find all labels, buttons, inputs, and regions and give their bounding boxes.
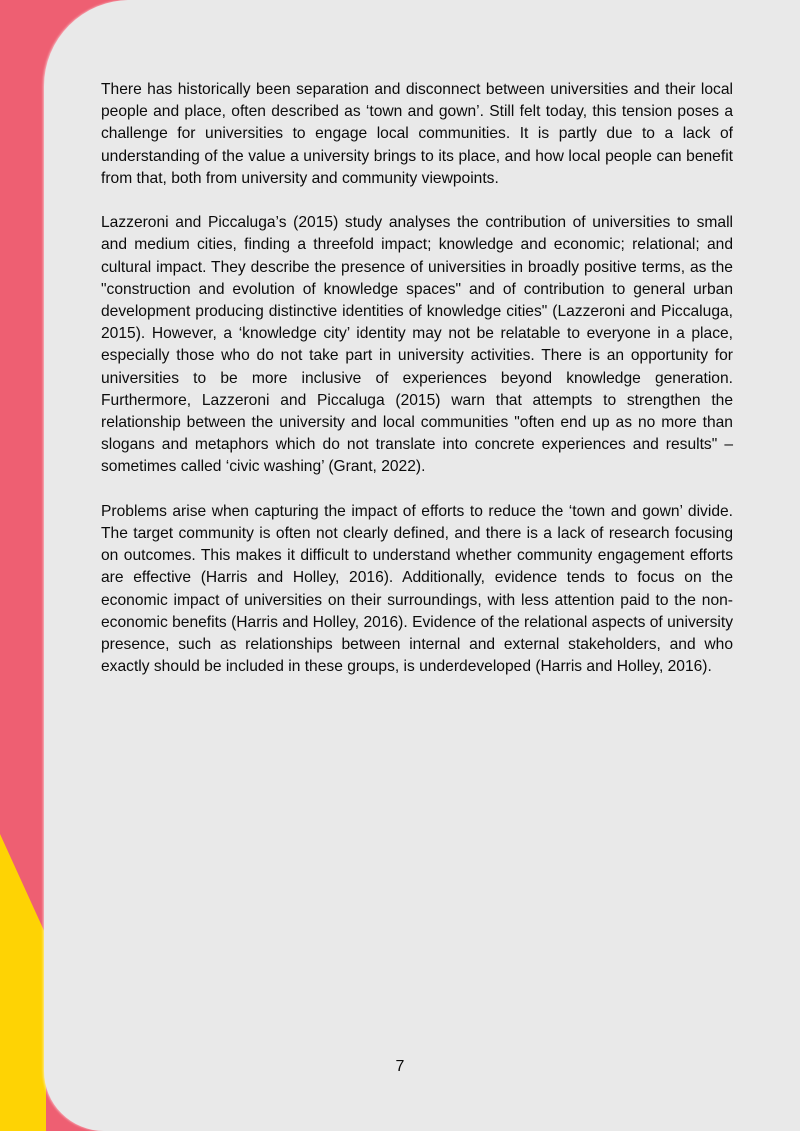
paragraph-town-and-gown: There has historically been separation and disconnect between universities and their local people and place, often described as ‘town and gown’. Still felt today, this tension poses a challenge for universities to engage local communities. It is partly due to a lack of understanding of the value a university brings to its place, and how local people can benefit from that, both from university and community viewpoints. <box>101 81 733 187</box>
body-text <box>101 79 733 701</box>
page-number: 7 <box>395 1058 405 1075</box>
paragraph-lazzeroni-piccaluga: Lazzeroni and Piccaluga’s (2015) study analyses the contribution of universities to small and medium cities, finding a threefold impact; knowledge and economic; relational; and cultural impact. They describe the presence of universities in broadly positive terms, as the "construction and evolution of knowledge spaces" and of contribution to general urban development producing distinctive identities of knowledge cities" (Lazzeroni and Piccaluga, 2015). However, a ‘knowledge city’ identity may not be relatable to everyone in a place, especially those who do not take part in university activities. There is an opportunity for universities to be more inclusive of experiences beyond knowledge generation. Furthermore, Lazzeroni and Piccaluga (2015) warn that attempts to strengthen the relationship between the university and local communities "often end up as no more than slogans and metaphors which do not translate into concrete experiences and results" – sometimes called ‘civic washing’ (Grant, 2022). <box>101 214 733 476</box>
paragraph-impact-problems: Problems arise when capturing the impact of efforts to reduce the ‘town and gown’ divide. The target community is often not clearly defined, and there is a lack of research focusing on outcomes. This makes it difficult to understand whether community engagement efforts are effective (Harris and Holley, 2016). Additionally, evidence tends to focus on the economic impact of universities on their surroundings, with less attention paid to the non-economic benefits (Harris and Holley, 2016). Evidence of the relational aspects of university presence, such as relationships between internal and external stakeholders, and who exactly should be included in these groups, is underdeveloped (Harris and Holley, 2016). <box>101 502 733 676</box>
